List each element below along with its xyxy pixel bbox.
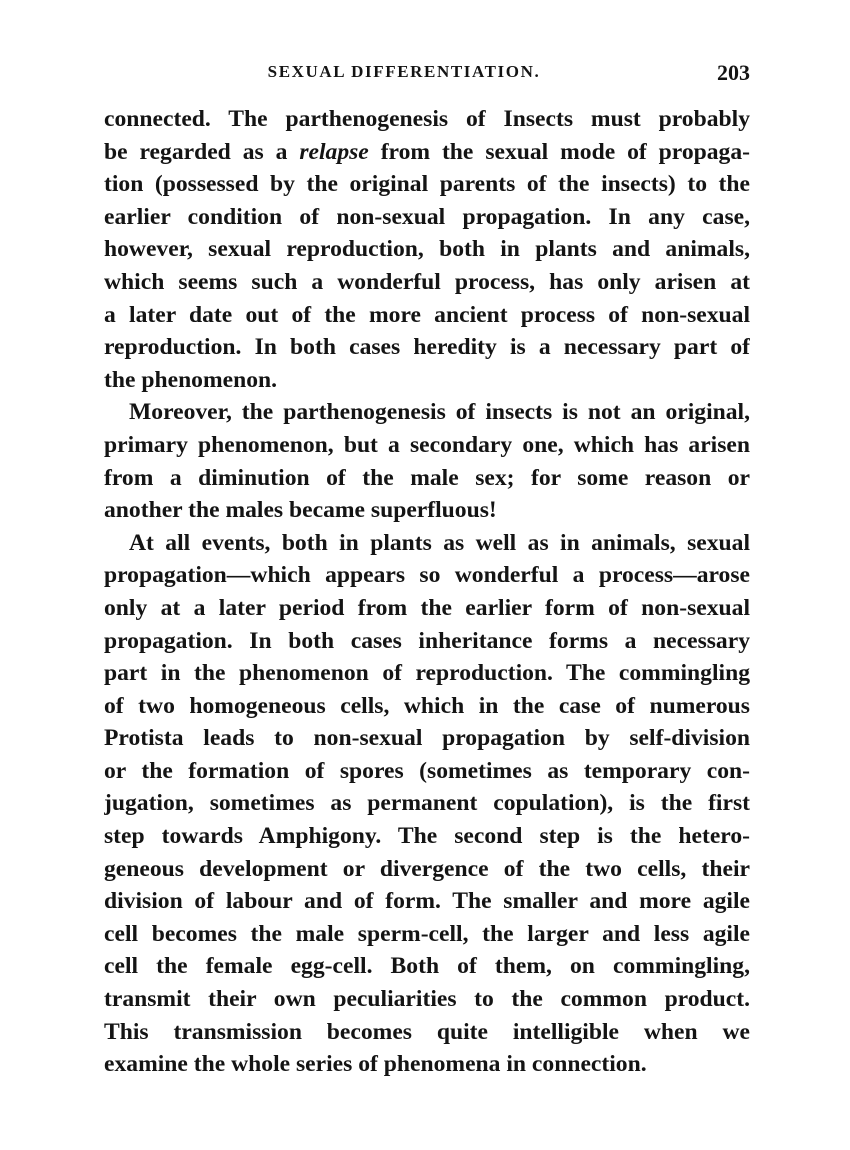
text-line: transmit their own peculiarities to the common product. [104,986,750,1013]
text-line: only at a later period from the earlier form of non-sexual [104,594,750,621]
paragraph-2 [104,396,750,526]
text-line: tion (possessed by the original parents of the insects) to the [104,171,750,198]
paragraph-1 [104,103,750,396]
page-header [104,60,750,90]
page-number: 203 [717,60,750,85]
text-line: Moreover, the parthenogenesis of insects is not an original, [129,399,750,426]
text-line: examine the whole series of phenomena in connection. [104,1051,647,1078]
body-text [104,103,750,1081]
text-line: the phenomenon. [104,366,278,393]
text-line: part in the phenomenon of reproduction. The commingling [104,660,750,687]
running-title: SEXUAL DIFFERENTIATION. [267,62,541,81]
text-line: cell becomes the male sperm-cell, the larger and less agile [104,920,750,947]
text-line: or the formation of spores (sometimes as temporary con- [104,757,750,784]
text-line: cell the female egg-cell. Both of them, on commingling, [104,953,750,980]
text-line: from a diminution of the male sex; for some reason or [104,464,750,491]
paragraph-3 [104,527,750,1081]
text-line: Protista leads to non-sexual propagation by self-division [104,725,750,752]
text-line: reproduction. In both cases heredity is a necessary part of [104,334,750,361]
text-line: propagation. In both cases inheritance forms a necessary [104,627,750,654]
text-line: which seems such a wonderful process, has only arisen at [104,268,750,295]
text-line: connected. The parthenogenesis of Insects must probably [104,106,750,132]
text-line: division of labour and of form. The smaller and more agile [104,888,750,915]
text-line: a later date out of the more ancient process of non-sexual [104,301,750,328]
text-line: jugation, sometimes as permanent copulation), is the first [104,790,750,817]
italic-word: relapse [299,138,369,165]
text-line: propagation—which appears so wonderful a process—arose [104,562,750,589]
text-line: however, sexual reproduction, both in plants and animals, [104,236,750,263]
text-line: be regarded as a relapse from the sexual mode of propaga- [104,138,750,165]
text-line: primary phenomenon, but a secondary one, which has arisen [104,431,750,458]
text-line: geneous development or divergence of the two cells, their [104,855,750,882]
text-line: earlier condition of non-sexual propagation. In any case, [104,203,750,230]
text-line: At all events, both in plants as well as in animals, sexual [129,529,750,556]
text-line: This transmission becomes quite intelligible when we [104,1018,750,1045]
text-line: of two homogeneous cells, which in the case of numerous [104,692,750,719]
text-line: step towards Amphigony. The second step is the hetero- [104,823,750,850]
text-line: another the males became superfluous! [104,497,497,524]
